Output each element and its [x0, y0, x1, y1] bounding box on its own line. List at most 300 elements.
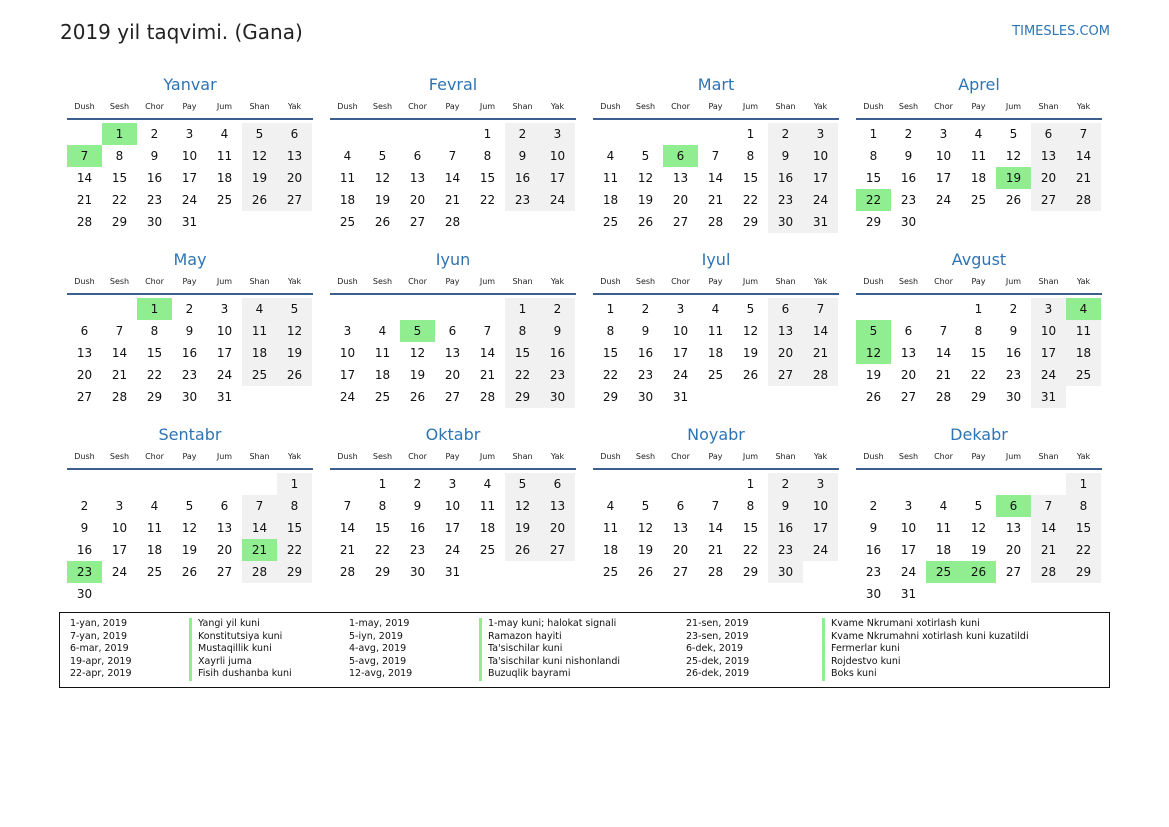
weekday-label: Shan: [1038, 452, 1059, 461]
day-cell: 14: [1031, 517, 1066, 539]
day-cell: 15: [602, 346, 619, 360]
holiday-day-cell: 6: [996, 495, 1031, 517]
day-cell: 20: [1005, 543, 1022, 557]
weekday-label: Dush: [74, 452, 95, 461]
weekday-label: Dush: [600, 452, 621, 461]
day-cell: 7: [115, 324, 124, 338]
day-cell: 18: [1066, 342, 1101, 364]
day-cell: 16: [637, 346, 654, 360]
day-cell: 18: [602, 193, 619, 207]
day-cell: 19: [742, 346, 759, 360]
month-name: Iyul: [701, 250, 731, 269]
empty-cell: [961, 583, 996, 605]
legend-col-1-dates: [70, 618, 132, 681]
month-name: Mart: [697, 75, 735, 94]
day-cell: 11: [339, 171, 356, 185]
day-cell: 27: [444, 390, 461, 404]
day-cell: 9: [768, 145, 803, 167]
empty-cell: [470, 561, 505, 583]
day-cell: 4: [343, 149, 352, 163]
day-cell: 3: [676, 302, 685, 316]
day-cell: 22: [1066, 539, 1101, 561]
day-cell: 9: [413, 499, 422, 513]
day-cell: 6: [448, 324, 457, 338]
day-cell: 11: [146, 521, 163, 535]
weekday-label: Dush: [600, 277, 621, 286]
weekday-label: Shan: [775, 277, 796, 286]
day-cell: 8: [150, 324, 159, 338]
day-cell: 20: [444, 368, 461, 382]
month-yanvar: [67, 74, 313, 233]
day-cell: 2: [150, 127, 159, 141]
weekday-header: [856, 100, 1102, 120]
empty-cell: [207, 473, 242, 495]
day-cell: 25: [242, 364, 277, 386]
day-cell: 12: [637, 171, 654, 185]
day-cell: 17: [1031, 342, 1066, 364]
day-cell: 14: [935, 346, 952, 360]
empty-cell: [803, 561, 838, 583]
day-cell: 14: [444, 171, 461, 185]
day-cells: [330, 298, 575, 408]
legend-holiday-name: Fermerlar kuni: [822, 643, 1029, 656]
day-cell: 2: [80, 499, 89, 513]
day-cell: 22: [742, 193, 759, 207]
day-cell: 26: [637, 565, 654, 579]
day-cell: 4: [242, 298, 277, 320]
day-cell: 3: [185, 127, 194, 141]
day-cell: 10: [181, 149, 198, 163]
day-cell: 12: [409, 346, 426, 360]
day-cell: 31: [444, 565, 461, 579]
weekday-label: Dush: [337, 452, 358, 461]
month-name: Sentabr: [158, 425, 222, 444]
day-cell: 3: [220, 302, 229, 316]
day-cell: 13: [900, 346, 917, 360]
day-cells: [330, 123, 575, 233]
legend-date: 1-may, 2019: [349, 618, 410, 629]
weekday-label: Sesh: [372, 277, 393, 286]
day-cell: 25: [602, 565, 619, 579]
weekday-label: Shan: [1038, 102, 1059, 111]
weekday-label: Pay: [971, 102, 986, 111]
day-cell: 15: [146, 346, 163, 360]
legend-date: 21-sen, 2019: [686, 618, 749, 629]
day-cell: 24: [900, 565, 917, 579]
day-cell: 11: [602, 171, 619, 185]
day-cell: 20: [540, 517, 575, 539]
day-cell: 11: [374, 346, 391, 360]
day-cell: 27: [540, 539, 575, 561]
empty-cell: [242, 473, 277, 495]
day-cell: 25: [216, 193, 233, 207]
empty-cell: [996, 473, 1031, 495]
empty-cell: [242, 211, 277, 233]
day-cell: 24: [803, 539, 838, 561]
day-cell: 28: [935, 390, 952, 404]
day-cell: 31: [900, 587, 917, 601]
legend-date: 12-avg, 2019: [349, 668, 413, 680]
day-cell: 28: [76, 215, 93, 229]
day-cell: 7: [939, 324, 948, 338]
legend-holiday-name: Rojdestvo kuni: [822, 656, 1029, 669]
day-cell: 28: [339, 565, 356, 579]
empty-cell: [540, 561, 575, 583]
day-cell: 17: [935, 171, 952, 185]
day-cell: 29: [146, 390, 163, 404]
weekday-label: Yak: [550, 452, 565, 461]
month-iyul: [593, 249, 839, 408]
day-cell: 9: [185, 324, 194, 338]
weekday-header: [593, 275, 839, 295]
day-cell: 3: [1031, 298, 1066, 320]
day-cell: 25: [479, 543, 496, 557]
day-cell: 2: [768, 123, 803, 145]
weekday-label: Shan: [512, 102, 533, 111]
weekday-label: Dush: [863, 102, 884, 111]
day-cell: 20: [1031, 167, 1066, 189]
day-cell: 23: [409, 543, 426, 557]
legend-date: 22-apr, 2019: [70, 668, 132, 680]
legend-holiday-name: Ramazon hayiti: [479, 631, 620, 644]
day-cell: 7: [242, 495, 277, 517]
weekday-label: Pay: [182, 452, 197, 461]
weekday-header: [67, 275, 313, 295]
weekday-label: Dush: [863, 277, 884, 286]
day-cell: 21: [111, 368, 128, 382]
day-cell: 28: [444, 215, 461, 229]
day-cell: 24: [803, 189, 838, 211]
day-cell: 21: [935, 368, 952, 382]
day-cell: 14: [339, 521, 356, 535]
day-cells: [330, 473, 575, 583]
day-cell: 16: [900, 171, 917, 185]
day-cell: 2: [540, 298, 575, 320]
empty-cell: [172, 473, 207, 495]
day-cell: 1: [505, 298, 540, 320]
day-cell: 28: [1031, 561, 1066, 583]
day-cell: 25: [146, 565, 163, 579]
legend-date: 26-dek, 2019: [686, 668, 750, 680]
weekday-label: Shan: [512, 452, 533, 461]
day-cell: 10: [111, 521, 128, 535]
day-cell: 23: [181, 368, 198, 382]
weekday-label: Dush: [74, 277, 95, 286]
day-cell: 4: [711, 302, 720, 316]
day-cells: [856, 123, 1101, 233]
day-cell: 30: [637, 390, 654, 404]
day-cell: 17: [181, 171, 198, 185]
weekday-label: Jum: [742, 277, 759, 286]
weekday-label: Pay: [971, 277, 986, 286]
legend-col-2-names: [479, 618, 620, 681]
day-cell: 8: [277, 495, 312, 517]
empty-cell: [1031, 473, 1066, 495]
day-cell: 15: [505, 342, 540, 364]
day-cell: 1: [746, 477, 755, 491]
weekday-header: [330, 100, 576, 120]
day-cell: 1: [378, 477, 387, 491]
day-cell: 5: [974, 499, 983, 513]
day-cell: 13: [1031, 145, 1066, 167]
day-cell: 28: [479, 390, 496, 404]
day-cell: 21: [1031, 539, 1066, 561]
month-noyabr: [593, 424, 839, 583]
legend-col-2-dates: [349, 618, 412, 681]
day-cell: 6: [413, 149, 422, 163]
weekday-label: Sesh: [109, 102, 130, 111]
day-cell: 26: [865, 390, 882, 404]
empty-cell: [593, 473, 628, 495]
empty-cell: [1066, 386, 1101, 408]
legend-holiday-name: Mustaqillik kuni: [189, 643, 292, 656]
weekday-label: Shan: [249, 102, 270, 111]
day-cell: 3: [343, 324, 352, 338]
weekday-label: Sesh: [635, 277, 656, 286]
weekday-label: Jum: [479, 102, 496, 111]
day-cell: 7: [1066, 123, 1101, 145]
weekday-label: Chor: [934, 277, 953, 286]
day-cell: 7: [803, 298, 838, 320]
day-cell: 12: [637, 521, 654, 535]
day-cell: 5: [641, 499, 650, 513]
day-cell: 22: [374, 543, 391, 557]
day-cell: 24: [181, 193, 198, 207]
day-cell: 26: [742, 368, 759, 382]
day-cell: 10: [339, 346, 356, 360]
day-cell: 9: [768, 495, 803, 517]
month-avgust: [856, 249, 1102, 408]
day-cell: 29: [742, 215, 759, 229]
empty-cell: [926, 583, 961, 605]
weekday-header: [67, 100, 313, 120]
day-cell: 5: [277, 298, 312, 320]
day-cell: 10: [444, 499, 461, 513]
day-cell: 29: [742, 565, 759, 579]
day-cell: 7: [483, 324, 492, 338]
empty-cell: [207, 583, 242, 605]
weekday-label: Chor: [408, 277, 427, 286]
day-cell: 31: [1031, 386, 1066, 408]
day-cell: 29: [277, 561, 312, 583]
day-cells: [67, 123, 312, 233]
weekday-label: Chor: [408, 452, 427, 461]
day-cell: 25: [602, 215, 619, 229]
day-cell: 15: [111, 171, 128, 185]
day-cell: 4: [220, 127, 229, 141]
legend-col-3-dates: [686, 618, 749, 681]
day-cell: 30: [865, 587, 882, 601]
day-cell: 14: [242, 517, 277, 539]
day-cell: 22: [146, 368, 163, 382]
legend-date: 25-dek, 2019: [686, 655, 750, 667]
day-cell: 27: [1031, 189, 1066, 211]
day-cell: 17: [111, 543, 128, 557]
weekday-label: Chor: [671, 452, 690, 461]
weekday-label: Jum: [216, 102, 233, 111]
page-title: 2019 yil taqvimi. (Gana): [60, 20, 303, 44]
day-cell: 8: [378, 499, 387, 513]
day-cell: 2: [1009, 302, 1018, 316]
day-cell: 9: [505, 145, 540, 167]
day-cell: 26: [637, 215, 654, 229]
day-cell: 29: [602, 390, 619, 404]
empty-cell: [926, 298, 961, 320]
legend-date: 6-mar, 2019: [70, 643, 129, 655]
day-cell: 30: [146, 215, 163, 229]
day-cells: [593, 123, 838, 233]
day-cell: 14: [1066, 145, 1101, 167]
day-cell: 4: [150, 499, 159, 513]
month-iyun: [330, 249, 576, 408]
weekday-header: [593, 450, 839, 470]
day-cell: 11: [970, 149, 987, 163]
day-cell: 19: [505, 517, 540, 539]
weekday-label: Yak: [1076, 277, 1091, 286]
month-name: Yanvar: [163, 75, 217, 94]
day-cell: 7: [343, 499, 352, 513]
day-cell: 26: [505, 539, 540, 561]
day-cell: 12: [242, 145, 277, 167]
empty-cell: [628, 473, 663, 495]
day-cell: 9: [641, 324, 650, 338]
holiday-day-cell: 5: [856, 320, 891, 342]
day-cell: 2: [904, 127, 913, 141]
month-name: Dekabr: [950, 425, 1008, 444]
empty-cell: [1066, 211, 1101, 233]
day-cell: 19: [374, 193, 391, 207]
day-cell: 24: [672, 368, 689, 382]
empty-cell: [891, 473, 926, 495]
day-cell: 21: [339, 543, 356, 557]
weekday-label: Yak: [550, 102, 565, 111]
weekday-label: Sesh: [635, 102, 656, 111]
weekday-label: Chor: [671, 102, 690, 111]
day-cell: 26: [242, 189, 277, 211]
weekday-label: Yak: [813, 277, 828, 286]
day-cell: 11: [242, 320, 277, 342]
day-cell: 19: [637, 543, 654, 557]
day-cell: 27: [900, 390, 917, 404]
empty-cell: [961, 473, 996, 495]
day-cell: 19: [242, 167, 277, 189]
weekday-label: Shan: [249, 452, 270, 461]
day-cell: 5: [378, 149, 387, 163]
day-cell: 2: [185, 302, 194, 316]
weekday-header: [593, 100, 839, 120]
day-cell: 14: [111, 346, 128, 360]
legend-date: 5-avg, 2019: [349, 655, 407, 667]
weekday-label: Pay: [445, 452, 460, 461]
empty-cell: [242, 386, 277, 408]
day-cell: 2: [413, 477, 422, 491]
day-cell: 14: [707, 521, 724, 535]
legend-holiday-name: Fisih dushanba kuni: [189, 668, 292, 681]
empty-cell: [663, 123, 698, 145]
weekday-label: Sesh: [372, 102, 393, 111]
empty-cell: [856, 298, 891, 320]
day-cell: 28: [803, 364, 838, 386]
day-cell: 21: [479, 368, 496, 382]
day-cell: 1: [483, 127, 492, 141]
day-cell: 8: [869, 149, 878, 163]
day-cell: 15: [865, 171, 882, 185]
legend-date: 6-dek, 2019: [686, 643, 744, 655]
day-cell: 25: [707, 368, 724, 382]
day-cell: 29: [865, 215, 882, 229]
day-cell: 11: [707, 324, 724, 338]
day-cell: 21: [76, 193, 93, 207]
day-cell: 23: [540, 364, 575, 386]
day-cell: 23: [505, 189, 540, 211]
day-cell: 13: [216, 521, 233, 535]
day-cell: 3: [448, 477, 457, 491]
empty-cell: [242, 583, 277, 605]
day-cell: 20: [672, 193, 689, 207]
empty-cell: [698, 473, 733, 495]
legend-col-3-names: [822, 618, 1029, 681]
legend-holiday-name: Boks kuni: [822, 668, 1029, 681]
weekday-label: Pay: [708, 277, 723, 286]
legend-date: 5-iyn, 2019: [349, 630, 403, 642]
legend-holiday-name: Yangi yil kuni: [189, 618, 292, 631]
day-cell: 18: [242, 342, 277, 364]
legend-holiday-name: 1-may kuni; halokat signali: [479, 618, 620, 631]
empty-cell: [277, 211, 312, 233]
day-cell: 17: [339, 368, 356, 382]
month-aprel: [856, 74, 1102, 233]
weekday-label: Yak: [1076, 452, 1091, 461]
weekday-label: Yak: [813, 102, 828, 111]
legend-col-1-names: [189, 618, 292, 681]
brand-link[interactable]: TIMESLES.COM: [1012, 24, 1110, 39]
empty-cell: [505, 561, 540, 583]
day-cell: 11: [935, 521, 952, 535]
empty-cell: [277, 583, 312, 605]
day-cell: 1: [277, 473, 312, 495]
legend-date: 7-yan, 2019: [70, 630, 127, 642]
weekday-label: Shan: [775, 102, 796, 111]
day-cell: 10: [900, 521, 917, 535]
day-cell: 5: [1009, 127, 1018, 141]
day-cell: 4: [939, 499, 948, 513]
day-cell: 23: [768, 189, 803, 211]
weekday-header: [330, 275, 576, 295]
day-cell: 16: [768, 167, 803, 189]
weekday-label: Jum: [216, 452, 233, 461]
empty-cell: [365, 123, 400, 145]
day-cell: 13: [672, 521, 689, 535]
day-cell: 29: [374, 565, 391, 579]
empty-cell: [1031, 211, 1066, 233]
day-cell: 18: [602, 543, 619, 557]
day-cell: 8: [483, 149, 492, 163]
month-name: Iyun: [435, 250, 471, 269]
weekday-header: [330, 450, 576, 470]
day-cell: 30: [768, 561, 803, 583]
day-cell: 9: [904, 149, 913, 163]
holiday-day-cell: 21: [242, 539, 277, 561]
day-cell: 7: [1031, 495, 1066, 517]
legend-holiday-name: Ta'sischilar kuni nishonlandi: [479, 656, 620, 669]
day-cell: 20: [672, 543, 689, 557]
day-cell: 16: [505, 167, 540, 189]
day-cell: 14: [76, 171, 93, 185]
day-cell: 17: [672, 346, 689, 360]
day-cell: 13: [672, 171, 689, 185]
weekday-label: Jum: [742, 102, 759, 111]
day-cell: 25: [1066, 364, 1101, 386]
